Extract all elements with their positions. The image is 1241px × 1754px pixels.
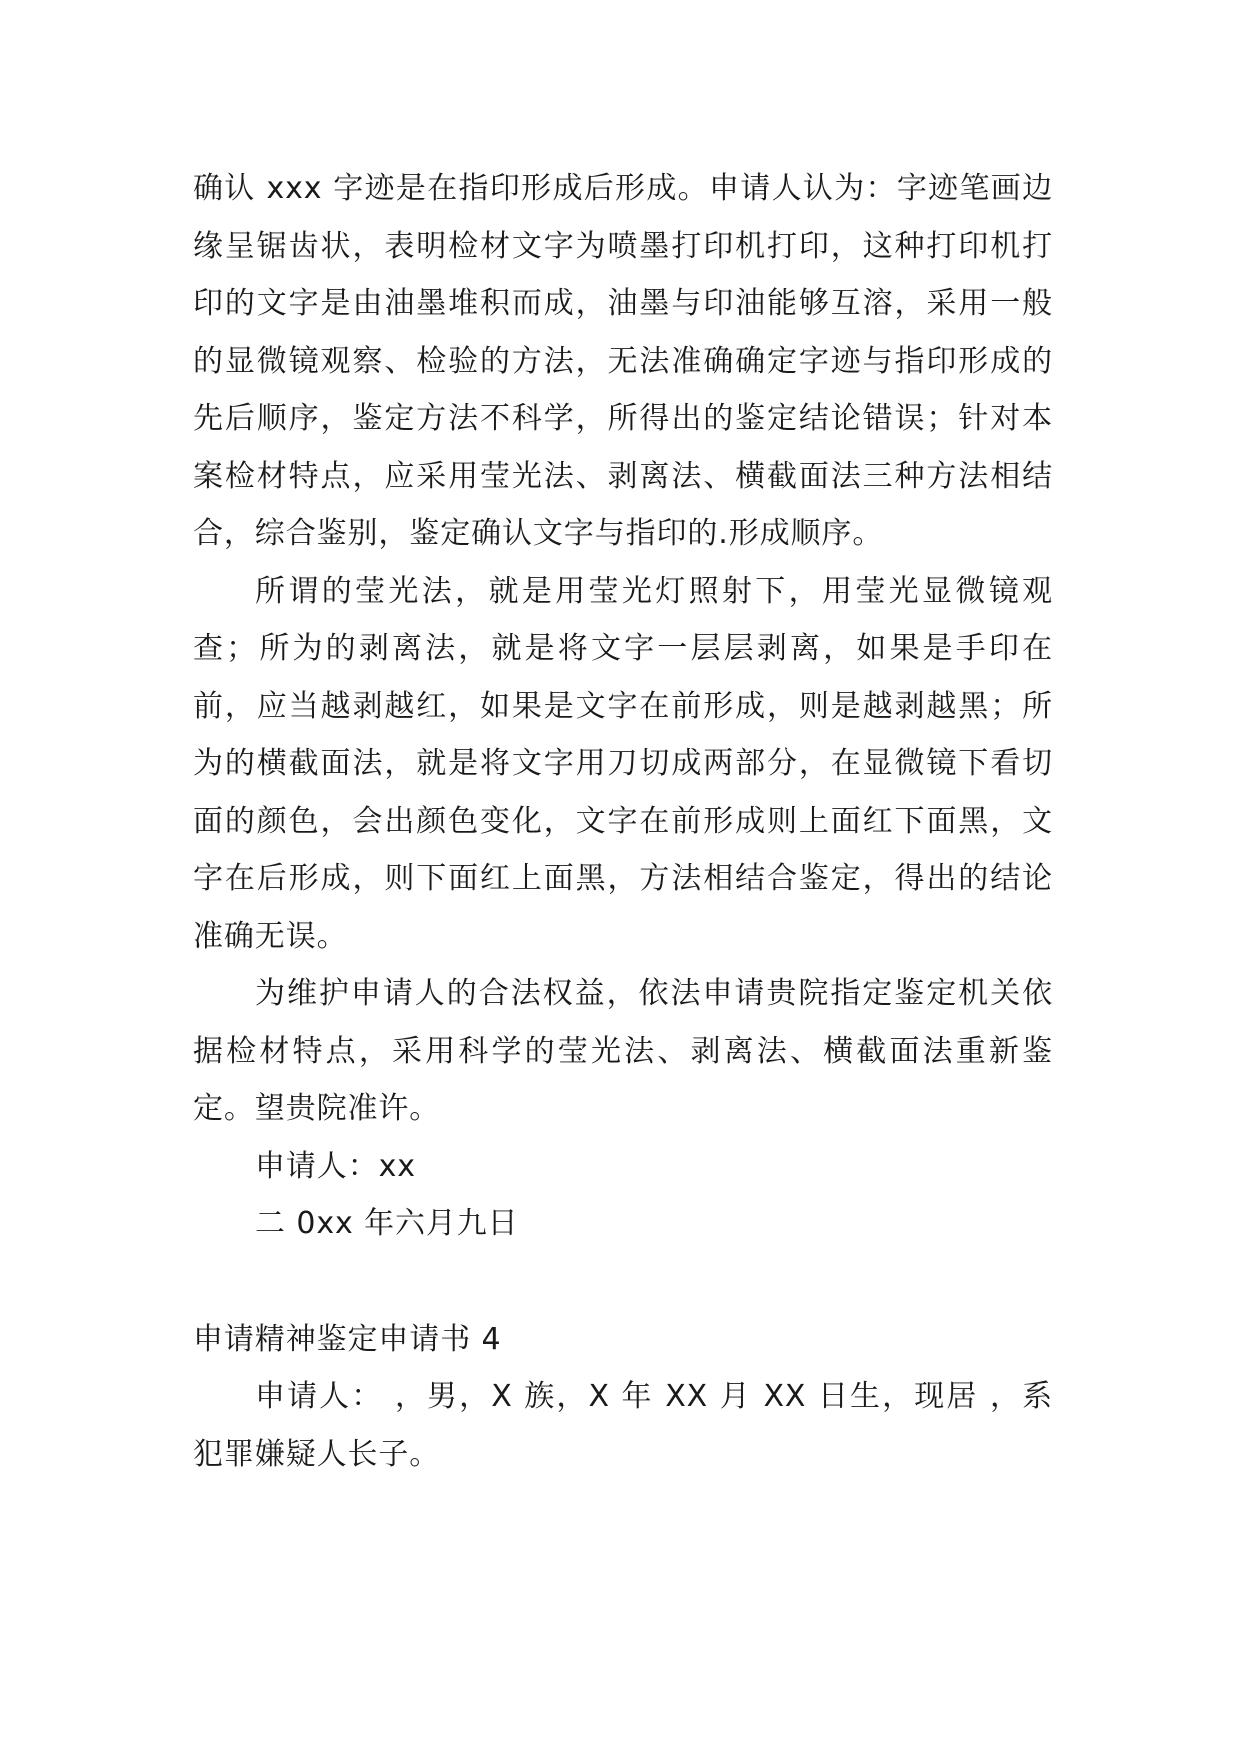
paragraph-request: 为维护申请人的合法权益，依法申请贵院指定鉴定机关依据检材特点，采用科学的莹光法、剥离法、横截面法重新鉴定。望贵院准许。 [193, 976, 1053, 1126]
document-body [193, 160, 1053, 1483]
signature-applicant: 申请人：xx [255, 1148, 416, 1184]
paragraph-continuation: 确认 xxx 字迹是在指印形成后形成。申请人认为：字迹笔画边缘呈锯齿状，表明检材文字为喷墨打印机打印，这种打印机打印的文字是由油墨堆积而成，油墨与印油能够互溶，采用一般的显微镜观察、检验的方法，无法准确确定字迹与指印形成的先后顺序，鉴定方法不科学，所得出的鉴定结论错误；针对本案检材特点，应采用莹光法、剥离法、横截面法三种方法相结合，综合鉴别，鉴定确认文字与指印的.形成顺序。 [193, 171, 1053, 551]
section-paragraph-applicant: 申请人： ，男，X 族，X 年 XX 月 XX 日生，现居 ，系犯罪嫌疑人长子。 [193, 1379, 1053, 1472]
section-title: 申请精神鉴定申请书 4 [193, 1321, 502, 1357]
paragraph-fluorescence-method: 所谓的莹光法，就是用莹光灯照射下，用莹光显微镜观查；所为的剥离法，就是将文字一层层剥离，如果是手印在前，应当越剥越红，如果是文字在前形成，则是越剥越黑；所为的横截面法，就是将文字用刀切成两部分，在显微镜下看切面的颜色，会出颜色变化，文字在前形成则上面红下面黑，文字在后形成，则下面红上面黑，方法相结合鉴定，得出的结论准确无误。 [193, 573, 1053, 954]
signature-date: 二 0xx 年六月九日 [255, 1206, 519, 1241]
